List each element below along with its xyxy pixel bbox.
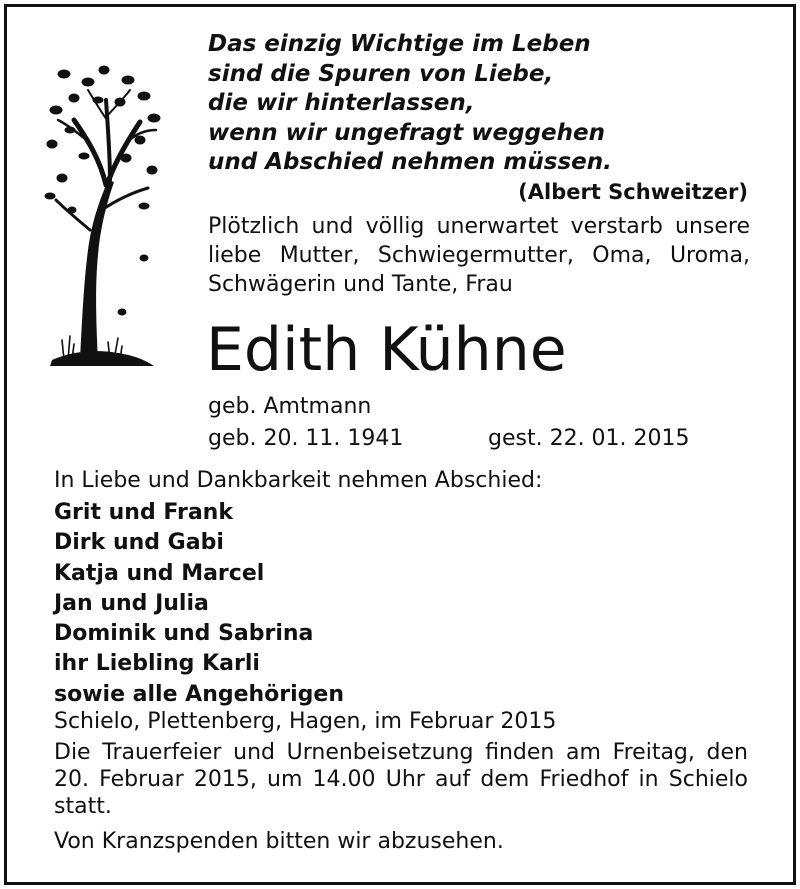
mourner: sowie alle Angehörigen (54, 681, 345, 707)
quote-line: sind die Spuren von Liebe, (208, 60, 554, 87)
intro-line: Plötzlich und völlig unerwartet verstarb unsere (208, 214, 750, 239)
tree-icon (44, 60, 164, 372)
mourner: Katja und Marcel (54, 560, 265, 586)
wreath-note: Von Kranzspenden bitten wir abzusehen. (54, 829, 504, 854)
ceremony-line: 20. Februar 2015, um 14.00 Uhr auf dem Friedhof in Schielo (54, 767, 748, 792)
quote-line: wenn wir ungefragt weggehen (208, 119, 605, 146)
maiden-name: geb. Amtmann (208, 394, 372, 419)
mourner: ihr Liebling Karli (54, 651, 260, 677)
mourner: Jan und Julia (54, 590, 209, 616)
ceremony-info (54, 739, 748, 820)
mourner: Dominik und Sabrina (54, 621, 314, 647)
quote (208, 30, 750, 207)
intro-line: liebe Mutter, Schwiegermutter, Oma, Uroma, (208, 243, 750, 268)
quote-author: (Albert Schweitzer) (518, 179, 748, 204)
mourner: Dirk und Gabi (54, 530, 224, 556)
death-date: gest. 22. 01. 2015 (488, 426, 690, 451)
mourner: Grit und Frank (54, 500, 233, 525)
ceremony-line: Die Trauerfeier und Urnenbeisetzung finden am Freitag, den (54, 740, 748, 765)
birth-date: geb. 20. 11. 1941 (208, 426, 404, 451)
intro-line: Schwägerin und Tante, Frau (208, 272, 513, 297)
intro-text (208, 212, 750, 299)
quote-line: die wir hinterlassen, (208, 90, 475, 116)
mourners-list (54, 498, 344, 710)
farewell-text: In Liebe und Dankbarkeit nehmen Abschied: (54, 468, 543, 493)
ceremony-line: statt. (54, 794, 112, 819)
quote-line: Das einzig Wichtige im Leben (208, 31, 591, 57)
place-date: Schielo, Plettenberg, Hagen, im Februar 2015 (54, 709, 557, 734)
deceased-name: Edith Kühne (206, 315, 567, 385)
quote-line: und Abschied nehmen müssen. (208, 149, 612, 175)
